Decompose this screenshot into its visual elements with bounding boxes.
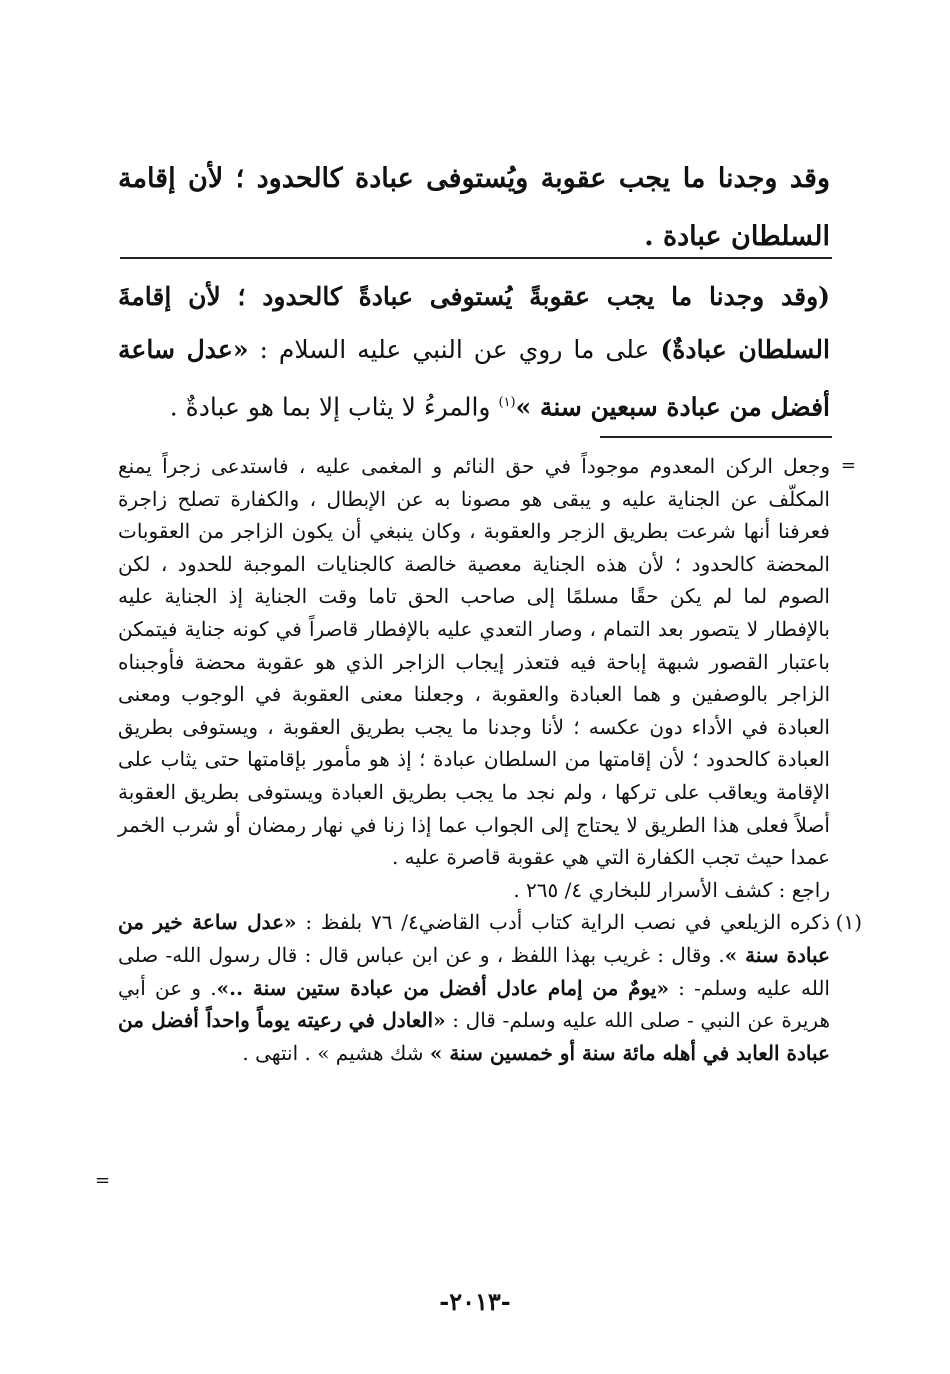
commentary-quote: (وقد وجدنا ما يجب عقوبةً يُستوفى عبادةً كالحدود ؛ لأن إقامةَ السلطان عبادةٌ) (118, 282, 830, 364)
footnote-text-e: . و عن أبي هريرة عن النبي - صلى الله عليه وسلم- قال : (118, 975, 831, 1033)
matn-text: وقد وجدنا ما يجب عقوبة ويُستوفى عبادة كالحدود ؛ لأن إقامة السلطان عبادة . (118, 163, 830, 252)
footnote-text-g: شك هشيم » . انتهى . (242, 1040, 430, 1065)
footnote-quote-1: «عدل ساعة خير من عبادة سنة » (118, 910, 830, 967)
reference-line: راجع : كشف الأسرار للبخاري ٤/ ٢٦٥ . (513, 877, 830, 902)
continues-mark: = (95, 1170, 111, 1191)
continued-footnote-text: وجعل الركن المعدوم موجوداً في حق النائم و المغمى عليه ، فاستدعى زجراً يمنع المكلّف عن الجناية عليه و يبقى هو مصونا به عن الإبطال ، والكفارة تصلح زاجرة فعرفنا أنها شرعت بطريق الزجر والعقوبة ، وكان ينبغي أن يكون الزاجر من العقوبات المحضة كالحدود ؛ لأن هذه الجناية معصية خالصة كالجنايات الموجبة للحدود ، لكن الصوم لما لم يكن حقًا مسلمًا إلى صاحب الحق تاما وقت الجناية إذ الجناية عليه بالإفطار لا يتصور بعد التمام ، وصار التعدي عليه بالإفطار قاصراً في كونه جناية فيتمكن باعتبار القصور شبهة إباحة فيه فتعذر إيجاب الزاجر الذي هو عقوبة محضة فأوجبناه الزاجر بالوصفين و هما العبادة والعقوبة ، وجعلنا معنى العقوبة في الوجوب ومعنى العبادة في الأداء دون عكسه ؛ لأنا وجدنا ما يجب بطريق العقوبة ، ويستوفى بطريق العبادة كالحدود ؛ لأن إقامتها من السلطان عبادة ؛ إذ هو مأمور بإقامتها حتى يثاب على الإقامة ويعاقب على تركها ، ولم نجد ما يجب بطريق العبادة ويستوفى بطريق العقوبة أصلاً فعلى هذا الطريق لا يحتاج إلى الجواب عما إذا زنا في نهار رمضان أو شرب الخمر عمدا حيث تجب الكفارة التي هي عقوبة قاصرة عليه . (118, 454, 830, 870)
footnote-1 (118, 906, 862, 1069)
hadith-quote: «عدل ساعة أفضل من عبادة سبعين سنة » (118, 335, 830, 422)
footnote-text-a: ذكره الزيلعي في نصب الراية كتاب أدب القاضي٤/ ٧٦ بلفظ : (296, 910, 830, 935)
commentary-plain: على ما روي عن النبي عليه السلام : (248, 335, 661, 364)
commentary-text (118, 270, 830, 433)
continuation-mark: = (840, 455, 856, 476)
footnotes (118, 450, 862, 1069)
continued-footnote (118, 450, 856, 874)
footnote-text-c: . وقال : غريب بهذا اللفظ ، و عن ابن عباس قال : قال رسول الله- صلى الله عليه وسلم- : (118, 942, 830, 1000)
footnote-number: (١) (835, 910, 862, 935)
commentary-plain-end: والمرءُ لا يثاب إلا بما هو عبادةٌ . (169, 392, 499, 422)
footnote-quote-3: «العادل في رعيته يوماً واحداً أفضل من عبادة العابد في أهله مائة سنة أو خمسين سنة » (118, 1008, 830, 1065)
page-number: -٢٠١٣- (439, 1287, 511, 1316)
separator-rule (120, 257, 832, 259)
footnote-separator (600, 436, 832, 438)
footnote-quote-2: «يومٌ من إمام عادل أفضل من عبادة ستين سنة ..» (216, 975, 669, 1000)
footnote-reference: (١) (498, 395, 516, 410)
